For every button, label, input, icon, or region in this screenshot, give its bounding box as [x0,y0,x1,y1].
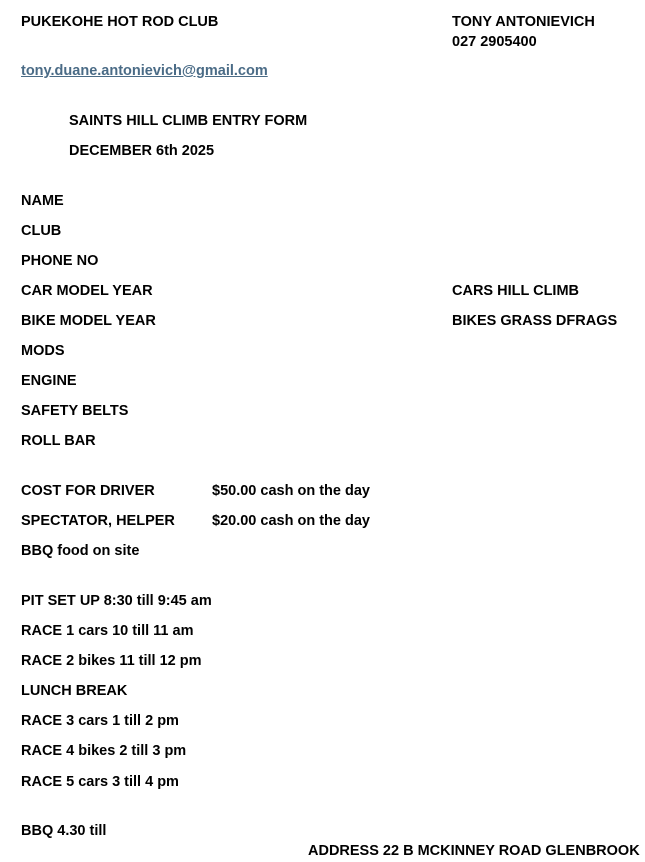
spectator-cost-label: SPECTATOR, HELPER [21,513,175,529]
schedule-item: RACE 4 bikes 2 till 3 pm [21,743,187,759]
field-safety-belts-label: SAFETY BELTS [21,403,129,419]
schedule-item: PIT SET UP 8:30 till 9:45 am [21,593,212,609]
schedule-item: RACE 1 cars 10 till 11 am [21,623,194,639]
field-car-model-year-label: CAR MODEL YEAR [21,283,153,299]
spectator-cost-value: $20.00 cash on the day [212,513,370,529]
bbq-time: BBQ 4.30 till [21,823,107,839]
email-link[interactable]: tony.duane.antonievich@gmail.com [21,63,268,79]
category-cars: CARS HILL CLIMB [452,283,580,299]
field-bike-model-year-label: BIKE MODEL YEAR [21,313,156,329]
category-bikes: BIKES GRASS DFRAGS [452,313,618,329]
schedule-item: RACE 2 bikes 11 till 12 pm [21,653,202,669]
field-mods-label: MODS [21,343,65,359]
form-title: SAINTS HILL CLIMB ENTRY FORM [69,113,308,129]
driver-cost-label: COST FOR DRIVER [21,483,155,499]
schedule-item: RACE 3 cars 1 till 2 pm [21,713,179,729]
field-phone-label: PHONE NO [21,253,99,269]
contact-name: TONY ANTONIEVICH [452,14,595,30]
driver-cost-value: $50.00 cash on the day [212,483,370,499]
club-name: PUKEKOHE HOT ROD CLUB [21,14,219,30]
bbq-note: BBQ food on site [21,543,140,559]
field-roll-bar-label: ROLL BAR [21,433,96,449]
field-engine-label: ENGINE [21,373,77,389]
field-club-label: CLUB [21,223,62,239]
schedule-item: RACE 5 cars 3 till 4 pm [21,774,179,790]
schedule-item: LUNCH BREAK [21,683,128,699]
address: ADDRESS 22 B MCKINNEY ROAD GLENBROOK [308,843,640,859]
field-name-label: NAME [21,193,64,209]
contact-phone: 027 2905400 [452,34,537,50]
event-date: DECEMBER 6th 2025 [69,143,215,159]
